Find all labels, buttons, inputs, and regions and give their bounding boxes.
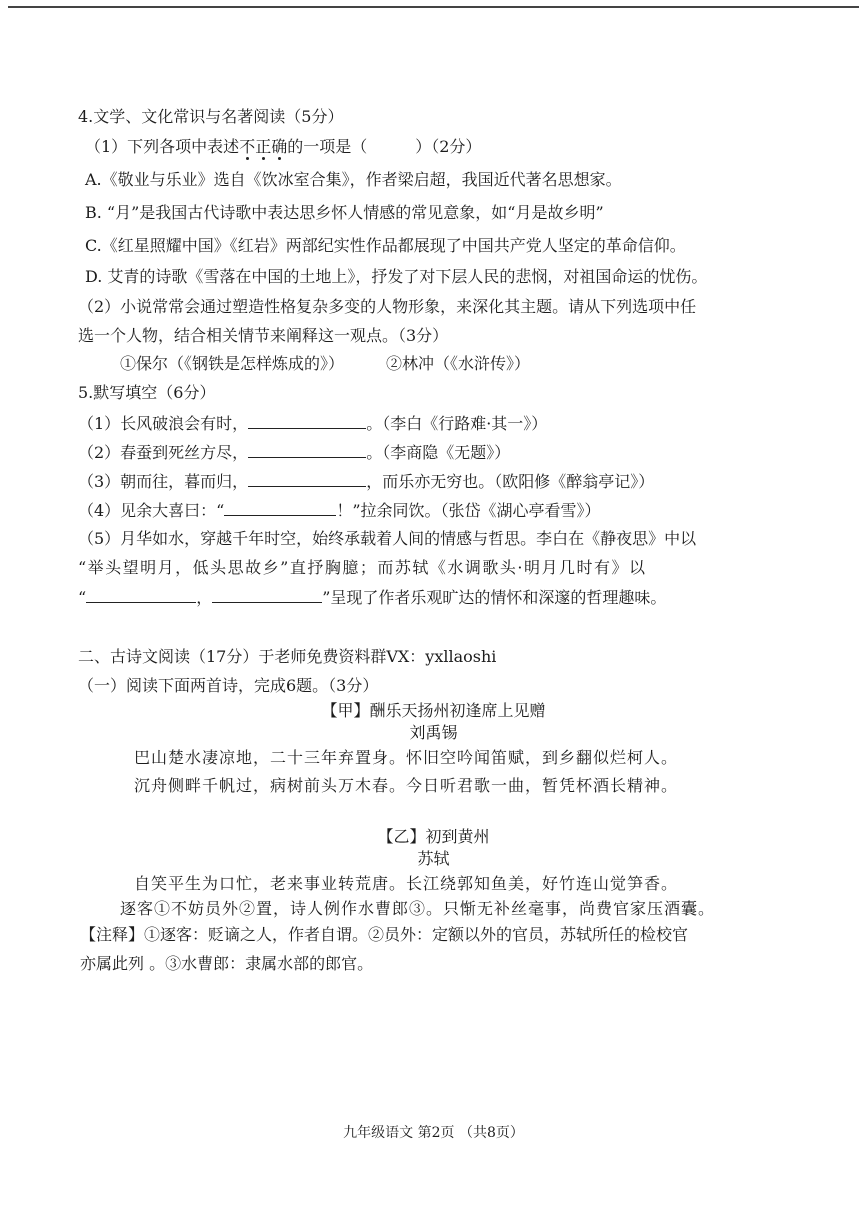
fill-blank-4[interactable] xyxy=(224,499,336,516)
q4-sub2-line2: 选一个人物，结合相关情节来阐释这一观点。（3分） xyxy=(78,326,449,345)
poem1-line1: 巴山楚水凄凉地，二十三年弃置身。怀旧空吟闻笛赋，到乡翻似烂柯人。 xyxy=(134,748,679,767)
q4-option-c: C.《红星照耀中国》《红岩》两部纪实性作品都展现了中国共产党人坚定的革命信仰。 xyxy=(85,236,686,255)
q5-title: 5.默写填空（6分） xyxy=(78,383,216,402)
section2-title: 二、古诗文阅读（17分）于老师免费资料群VX：yxllaoshi xyxy=(78,647,497,666)
q5-line4 xyxy=(78,499,817,522)
page-footer: 九年级语文 第2页 （共8页） xyxy=(343,1125,524,1141)
q5-l3-source: ，而乐亦无穷也。（欧阳修《醉翁亭记》） xyxy=(366,472,655,491)
q5-l7-rest: ”呈现了作者乐观旷达的情怀和深邃的哲理趣味。 xyxy=(322,588,667,607)
q4-sub1-end: ）（2分） xyxy=(415,137,482,156)
poem2-note-line1: 【注释】①逐客：贬谪之人，作者自谓。②员外：定额以外的官员，苏轼所任的检校官 xyxy=(80,925,689,944)
q4-choices xyxy=(120,353,817,375)
poem2-line1: 自笑平生为口忙，老来事业转荒唐。长江绕郭知鱼美，好竹连山觉笋香。 xyxy=(134,874,679,893)
poem1-line2: 沉舟侧畔千帆过，病树前头万木春。今日听君歌一曲，暂凭杯酒长精神。 xyxy=(134,776,679,795)
q4-sub1-pre: （1）下列各项中表述 xyxy=(85,137,240,156)
choice-2: ②林冲（《水浒传》） xyxy=(386,354,531,373)
q5-l4-text: （4）见余大喜曰：“ xyxy=(78,501,225,520)
q5-line7 xyxy=(78,586,817,609)
fill-blank-2[interactable] xyxy=(248,441,366,458)
q4-sub1-post: 的一项是（ xyxy=(287,137,368,156)
q5-l2-source: 。（李商隐《无题》） xyxy=(366,443,511,462)
q4-option-d: D. 艾青的诗歌《雪落在中国的土地上》，抒发了对下层人民的悲悯，对祖国命运的忧伤。 xyxy=(85,267,708,286)
q5-l4-source: ！”拉余同饮。（张岱《湖心亭看雪》） xyxy=(336,501,601,520)
q5-line5: （5）月华如水，穿越千年时空，始终承载着人间的情感与哲思。李白在《静夜思》中以 xyxy=(78,529,697,548)
poem1-author: 刘禹锡 xyxy=(409,723,458,742)
choice-1: ①保尔（《钢铁是怎样炼成的》） xyxy=(120,354,345,373)
q5-line3 xyxy=(78,470,817,493)
q4-title: 4.文学、文化常识与名著阅读（5分） xyxy=(78,107,344,126)
q5-l3-text: （3）朝而往，暮而归， xyxy=(78,472,249,491)
fill-blank-1[interactable] xyxy=(248,412,366,429)
poem2-note-line2: 亦属此列 。③水曹郎：隶属水部的郎官。 xyxy=(80,954,374,973)
fill-blank-6[interactable] xyxy=(212,586,322,603)
q5-line6: “举头望明月，低头思故乡”直抒胸臆；而苏轼《水调歌头·明月几时有》以 xyxy=(78,558,647,577)
q4-sub1 xyxy=(85,136,817,158)
emphasis-char-3: 确 xyxy=(271,137,288,156)
poem2-author: 苏轼 xyxy=(417,849,450,868)
q5-l1-text: （1）长风破浪会有时， xyxy=(78,414,249,433)
q5-line1 xyxy=(78,412,817,435)
q5-l7-comma: ， xyxy=(196,588,213,607)
poem2-line2: 逐客①不妨员外②置，诗人例作水曹郎③。只惭无补丝毫事，尚费官家压酒囊。 xyxy=(120,899,716,918)
q5-l7-open: “ xyxy=(78,588,87,607)
q4-sub2-line1: （2）小说常常会通过塑造性格复杂多变的人物形象，来深化其主题。请从下列选项中任 xyxy=(78,297,697,316)
emphasis-char-2: 正 xyxy=(255,137,272,156)
fill-blank-5[interactable] xyxy=(86,586,196,603)
emphasis-char-1: 不 xyxy=(239,137,256,156)
section2-sub: （一）阅读下面两首诗，完成6题。（3分） xyxy=(78,676,379,695)
poem2-title: 【乙】初到黄州 xyxy=(377,827,490,846)
q4-option-a: A.《敬业与乐业》选自《饮冰室合集》，作者梁启超，我国近代著名思想家。 xyxy=(85,170,622,189)
fill-blank-3[interactable] xyxy=(248,470,366,487)
q5-line2 xyxy=(78,441,817,464)
q5-l2-text: （2）春蚕到死丝方尽， xyxy=(78,443,249,462)
q5-l1-source: 。（李白《行路难·其一》） xyxy=(366,414,548,433)
poem1-title: 【甲】酬乐天扬州初逢席上见赠 xyxy=(321,701,546,720)
top-rule xyxy=(8,6,859,8)
q4-option-b: B. “月”是我国古代诗歌中表达思乡怀人情感的常见意象，如“月是故乡明” xyxy=(85,203,604,222)
